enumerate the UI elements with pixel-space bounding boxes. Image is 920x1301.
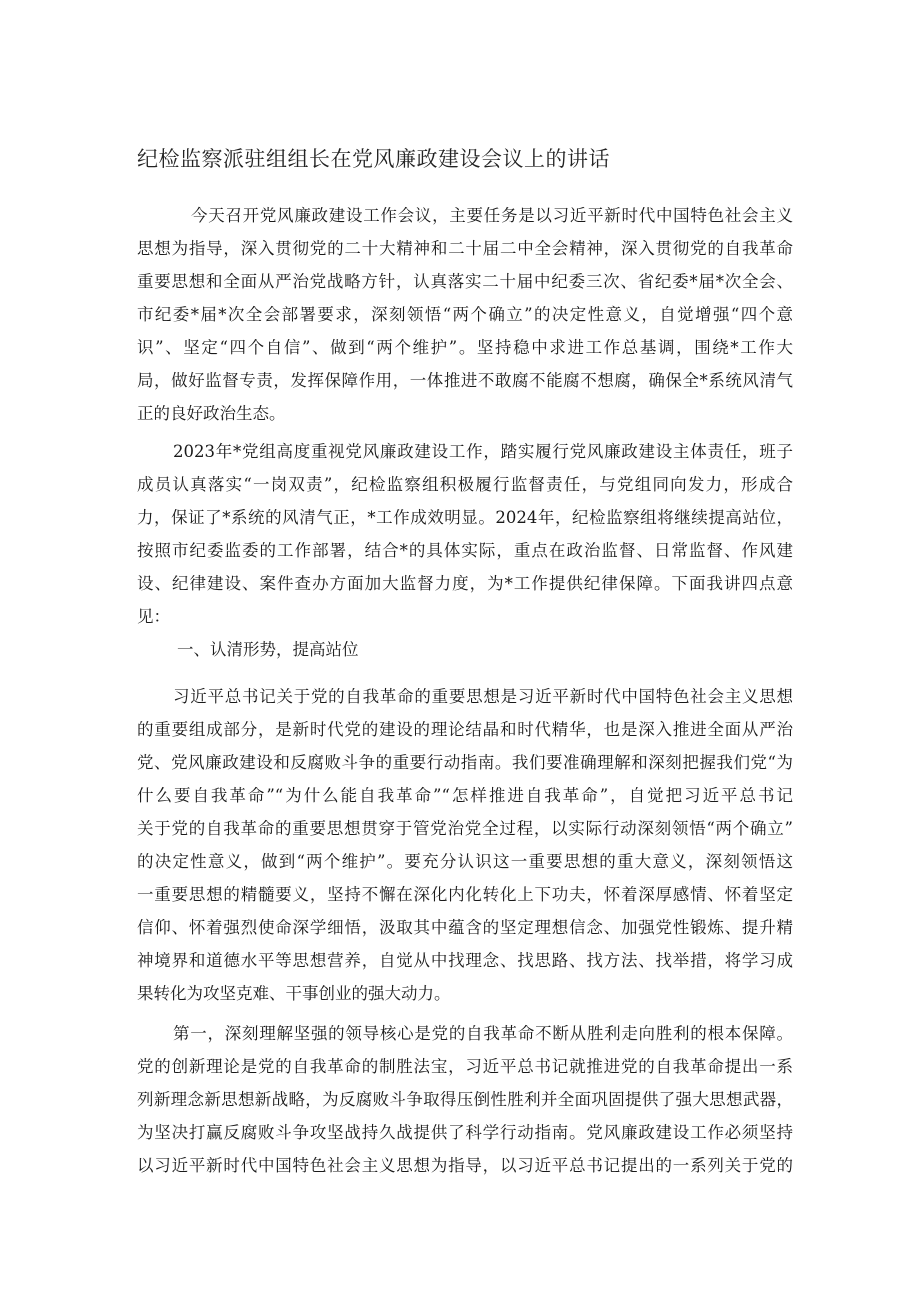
paragraph-line: 力，保证了*系统的风清气正，*工作成效明显。2024年，纪检监察组将继续提高站位，	[137, 508, 793, 527]
paragraph-line: 2023年*党组高度重视党风廉政建设工作，踏实履行党风廉政建设主体责任，班子	[173, 442, 793, 461]
paragraph-line: 一重要思想的精髓要义，坚持不懈在深化内化转化上下功夫，怀着深厚感情、怀着坚定	[137, 885, 793, 904]
paragraph-line: 市纪委*届*次全会部署要求，深刻领悟“两个确立”的决定性意义，自觉增强“四个意	[137, 305, 793, 324]
section-heading: 一、认清形势，提高站位	[177, 640, 359, 659]
paragraph-line: 列新理念新思想新战略，为反腐败斗争取得压倒性胜利并全面巩固提供了强大思想武器，	[137, 1090, 793, 1109]
paragraph-line: 什么要自我革命”“为什么能自我革命”“怎样推进自我革命”，自觉把习近平总书记	[137, 786, 793, 805]
paragraph-line: 果转化为攻坚克难、干事创业的强大动力。	[137, 984, 451, 1003]
paragraph-line: 第一，深刻理解坚强的领导核心是党的自我革命不断从胜利走向胜利的根本保障。	[173, 1024, 793, 1043]
paragraph-line: 的决定性意义，做到“两个维护”。要充分认识这一重要思想的重大意义，深刻领悟这	[137, 852, 793, 871]
paragraph-line: 按照市纪委监委的工作部署，结合*的具体实际，重点在政治监督、日常监督、作风建	[137, 541, 793, 560]
paragraph-line: 设、纪律建设、案件查办方面加大监督力度，为*工作提供纪律保障。下面我讲四点意	[137, 574, 793, 593]
paragraph-line: 今天召开党风廉政建设工作会议，主要任务是以习近平新时代中国特色社会主义	[191, 206, 793, 225]
paragraph-line: 习近平总书记关于党的自我革命的重要思想是习近平新时代中国特色社会主义思想	[173, 687, 793, 706]
paragraph-line: 正的良好政治生态。	[137, 404, 286, 423]
paragraph-line: 以习近平新时代中国特色社会主义思想为指导，以习近平总书记提出的一系列关于党的	[137, 1156, 793, 1175]
paragraph-line: 党的创新理论是党的自我革命的制胜法宝，习近平总书记就推进党的自我革命提出一系	[137, 1057, 793, 1076]
paragraph-line: 见：	[137, 607, 170, 626]
paragraph-line: 局，做好监督专责，发挥保障作用，一体推进不敢腐不能腐不想腐，确保全*系统风清气	[137, 371, 793, 390]
paragraph-line: 党、党风廉政建设和反腐败斗争的重要行动指南。我们要准确理解和深刻把握我们党“为	[137, 753, 793, 772]
paragraph-line: 为坚决打赢反腐败斗争攻坚战持久战提供了科学行动指南。党风廉政建设工作必须坚持	[137, 1123, 793, 1142]
paragraph-line: 信仰、怀着强烈使命深学细悟，汲取其中蕴含的坚定理想信念、加强党性锻炼、提升精	[137, 918, 793, 937]
paragraph-line: 思想为指导，深入贯彻党的二十大精神和二十届二中全会精神，深入贯彻党的自我革命	[137, 239, 793, 258]
paragraph-line: 识”、坚定“四个自信”、做到“两个维护”。坚持稳中求进工作总基调，围绕*工作大	[137, 338, 793, 357]
paragraph-line: 的重要组成部分，是新时代党的建设的理论结晶和时代精华，也是深入推进全面从严治	[137, 720, 793, 739]
paragraph-line: 关于党的自我革命的重要思想贯穿于管党治党全过程，以实际行动深刻领悟“两个确立”	[137, 819, 793, 838]
paragraph-line: 神境界和道德水平等思想营养，自觉从中找理念、找思路、找方法、找举措，将学习成	[137, 951, 793, 970]
paragraph-line: 重要思想和全面从严治党战略方针，认真落实二十届中纪委三次、省纪委*届*次全会、	[137, 272, 793, 291]
document-title: 纪检监察派驻组组长在党风廉政建设会议上的讲话	[137, 147, 610, 171]
paragraph-line: 成员认真落实“一岗双责”，纪检监察组积极履行监督责任，与党组同向发力，形成合	[137, 475, 793, 494]
